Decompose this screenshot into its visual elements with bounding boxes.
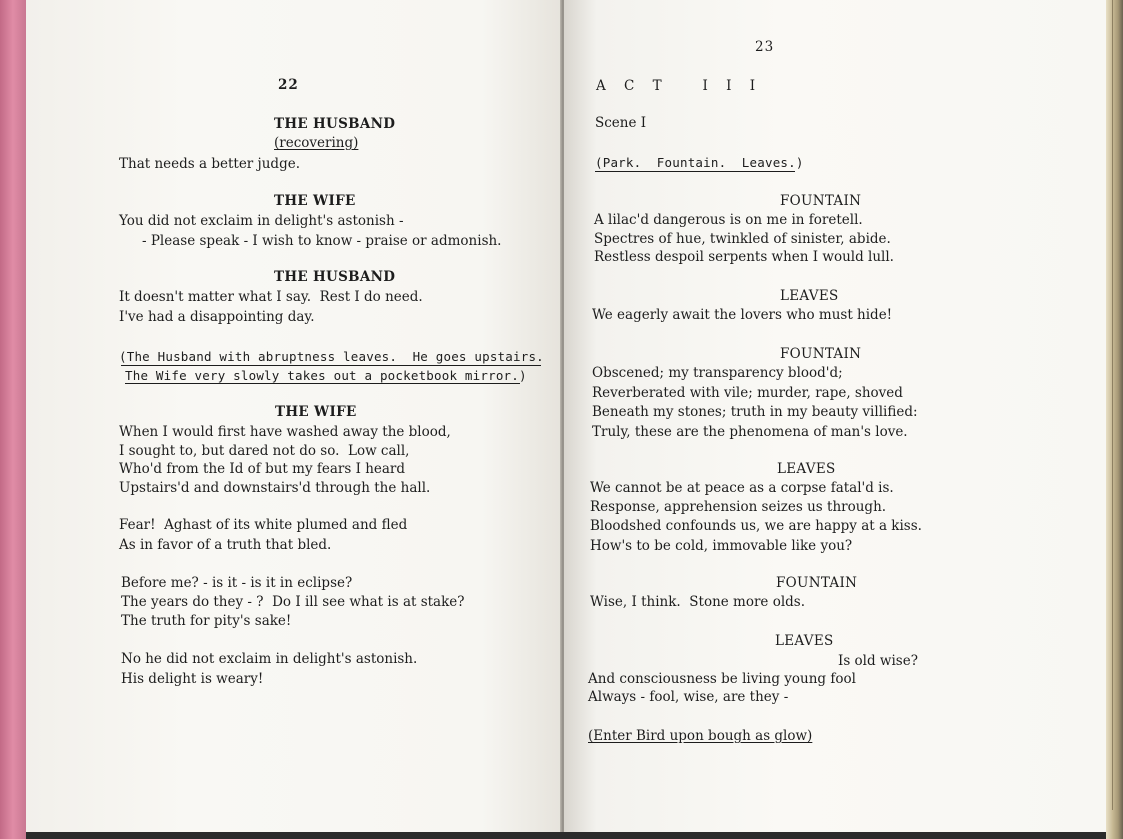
speaker-heading: FOUNTAIN [776,575,858,591]
verse-line: Fear! Aghast of its white plumed and fled [119,517,408,533]
verse-line: And consciousness be living young fool [588,671,856,687]
left-page [26,0,562,832]
verse-line: We eagerly await the lovers who must hide! [592,307,893,323]
speaker-heading: FOUNTAIN [780,346,862,362]
right-page [564,0,1106,832]
verse-line: A lilac'd dangerous is on me in foretell. [594,212,863,228]
speaker-heading: THE HUSBAND [274,116,396,132]
verse-line: Bloodshed confounds us, we are happy at a kiss. [590,518,922,534]
page-edge-line [1112,0,1113,810]
verse-line: Is old wise? [838,653,918,669]
speaker-heading: THE WIFE [274,193,356,209]
speaker-heading: THE WIFE [275,404,357,420]
dialogue-line: You did not exclaim in delight's astonish - [119,213,404,229]
verse-line: Response, apprehension seizes us through. [590,499,887,515]
speaker-heading: FOUNTAIN [780,193,862,209]
verse-line: The years do they - ? Do I ill see what is at stake? [121,594,465,610]
verse-line: Always - fool, wise, are they - [588,689,789,705]
verse-line: As in favor of a truth that bled. [119,537,332,553]
stage-direction: The Wife very slowly takes out a pocketbook mirror.) [125,368,527,383]
verse-line: Obscened; my transparency blood'd; [592,365,843,381]
stage-direction: (recovering) [274,135,359,151]
underline-rule [125,383,520,384]
dialogue-line: I've had a disappointing day. [119,309,315,325]
verse-line: When I would first have washed away the blood, [119,424,451,440]
stage-direction: (Enter Bird upon bough as glow) [588,728,813,744]
verse-line: Beneath my stones; truth in my beauty villified: [592,404,918,420]
speaker-heading: LEAVES [777,461,836,477]
verse-line: Before me? - is it - is it in eclipse? [121,575,353,591]
verse-line: We cannot be at peace as a corpse fatal'd is. [590,480,894,496]
page-number: 23 [755,39,775,55]
book-page-edge [1106,0,1123,839]
stage-direction: (The Husband with abruptness leaves. He goes upstairs. [119,349,544,364]
verse-line: Restless despoil serpents when I would lull. [594,249,894,265]
verse-line: Spectres of hue, twinkled of sinister, abide. [594,231,891,247]
dialogue-line: - Please speak - I wish to know - praise or admonish. [142,233,502,249]
verse-line: How's to be cold, immovable like you? [590,538,853,554]
act-heading: A C T I I I [596,78,763,94]
verse-line: I sought to, but dared not do so. Low call, [119,443,410,459]
verse-line: Upstairs'd and downstairs'd through the hall. [119,480,431,496]
speaker-heading: THE HUSBAND [274,269,396,285]
book-cover-edge [0,0,26,839]
speaker-heading: LEAVES [775,633,834,649]
page-number: 22 [278,77,299,93]
underline-rule [595,171,795,172]
verse-line: Wise, I think. Stone more olds. [590,594,806,610]
setting-direction: (Park. Fountain. Leaves.) [595,155,804,170]
dialogue-line: That needs a better judge. [119,156,300,172]
verse-line: The truth for pity's sake! [121,613,292,629]
verse-line: Reverberated with vile; murder, rape, shoved [592,385,903,401]
scene-heading: Scene I [595,115,647,131]
verse-line: His delight is weary! [121,671,264,687]
dialogue-line: It doesn't matter what I say. Rest I do need. [119,289,423,305]
verse-line: No he did not exclaim in delight's astonish. [121,651,418,667]
verse-line: Who'd from the Id of but my fears I heard [119,461,406,477]
speaker-heading: LEAVES [780,288,839,304]
verse-line: Truly, these are the phenomena of man's love. [592,424,908,440]
